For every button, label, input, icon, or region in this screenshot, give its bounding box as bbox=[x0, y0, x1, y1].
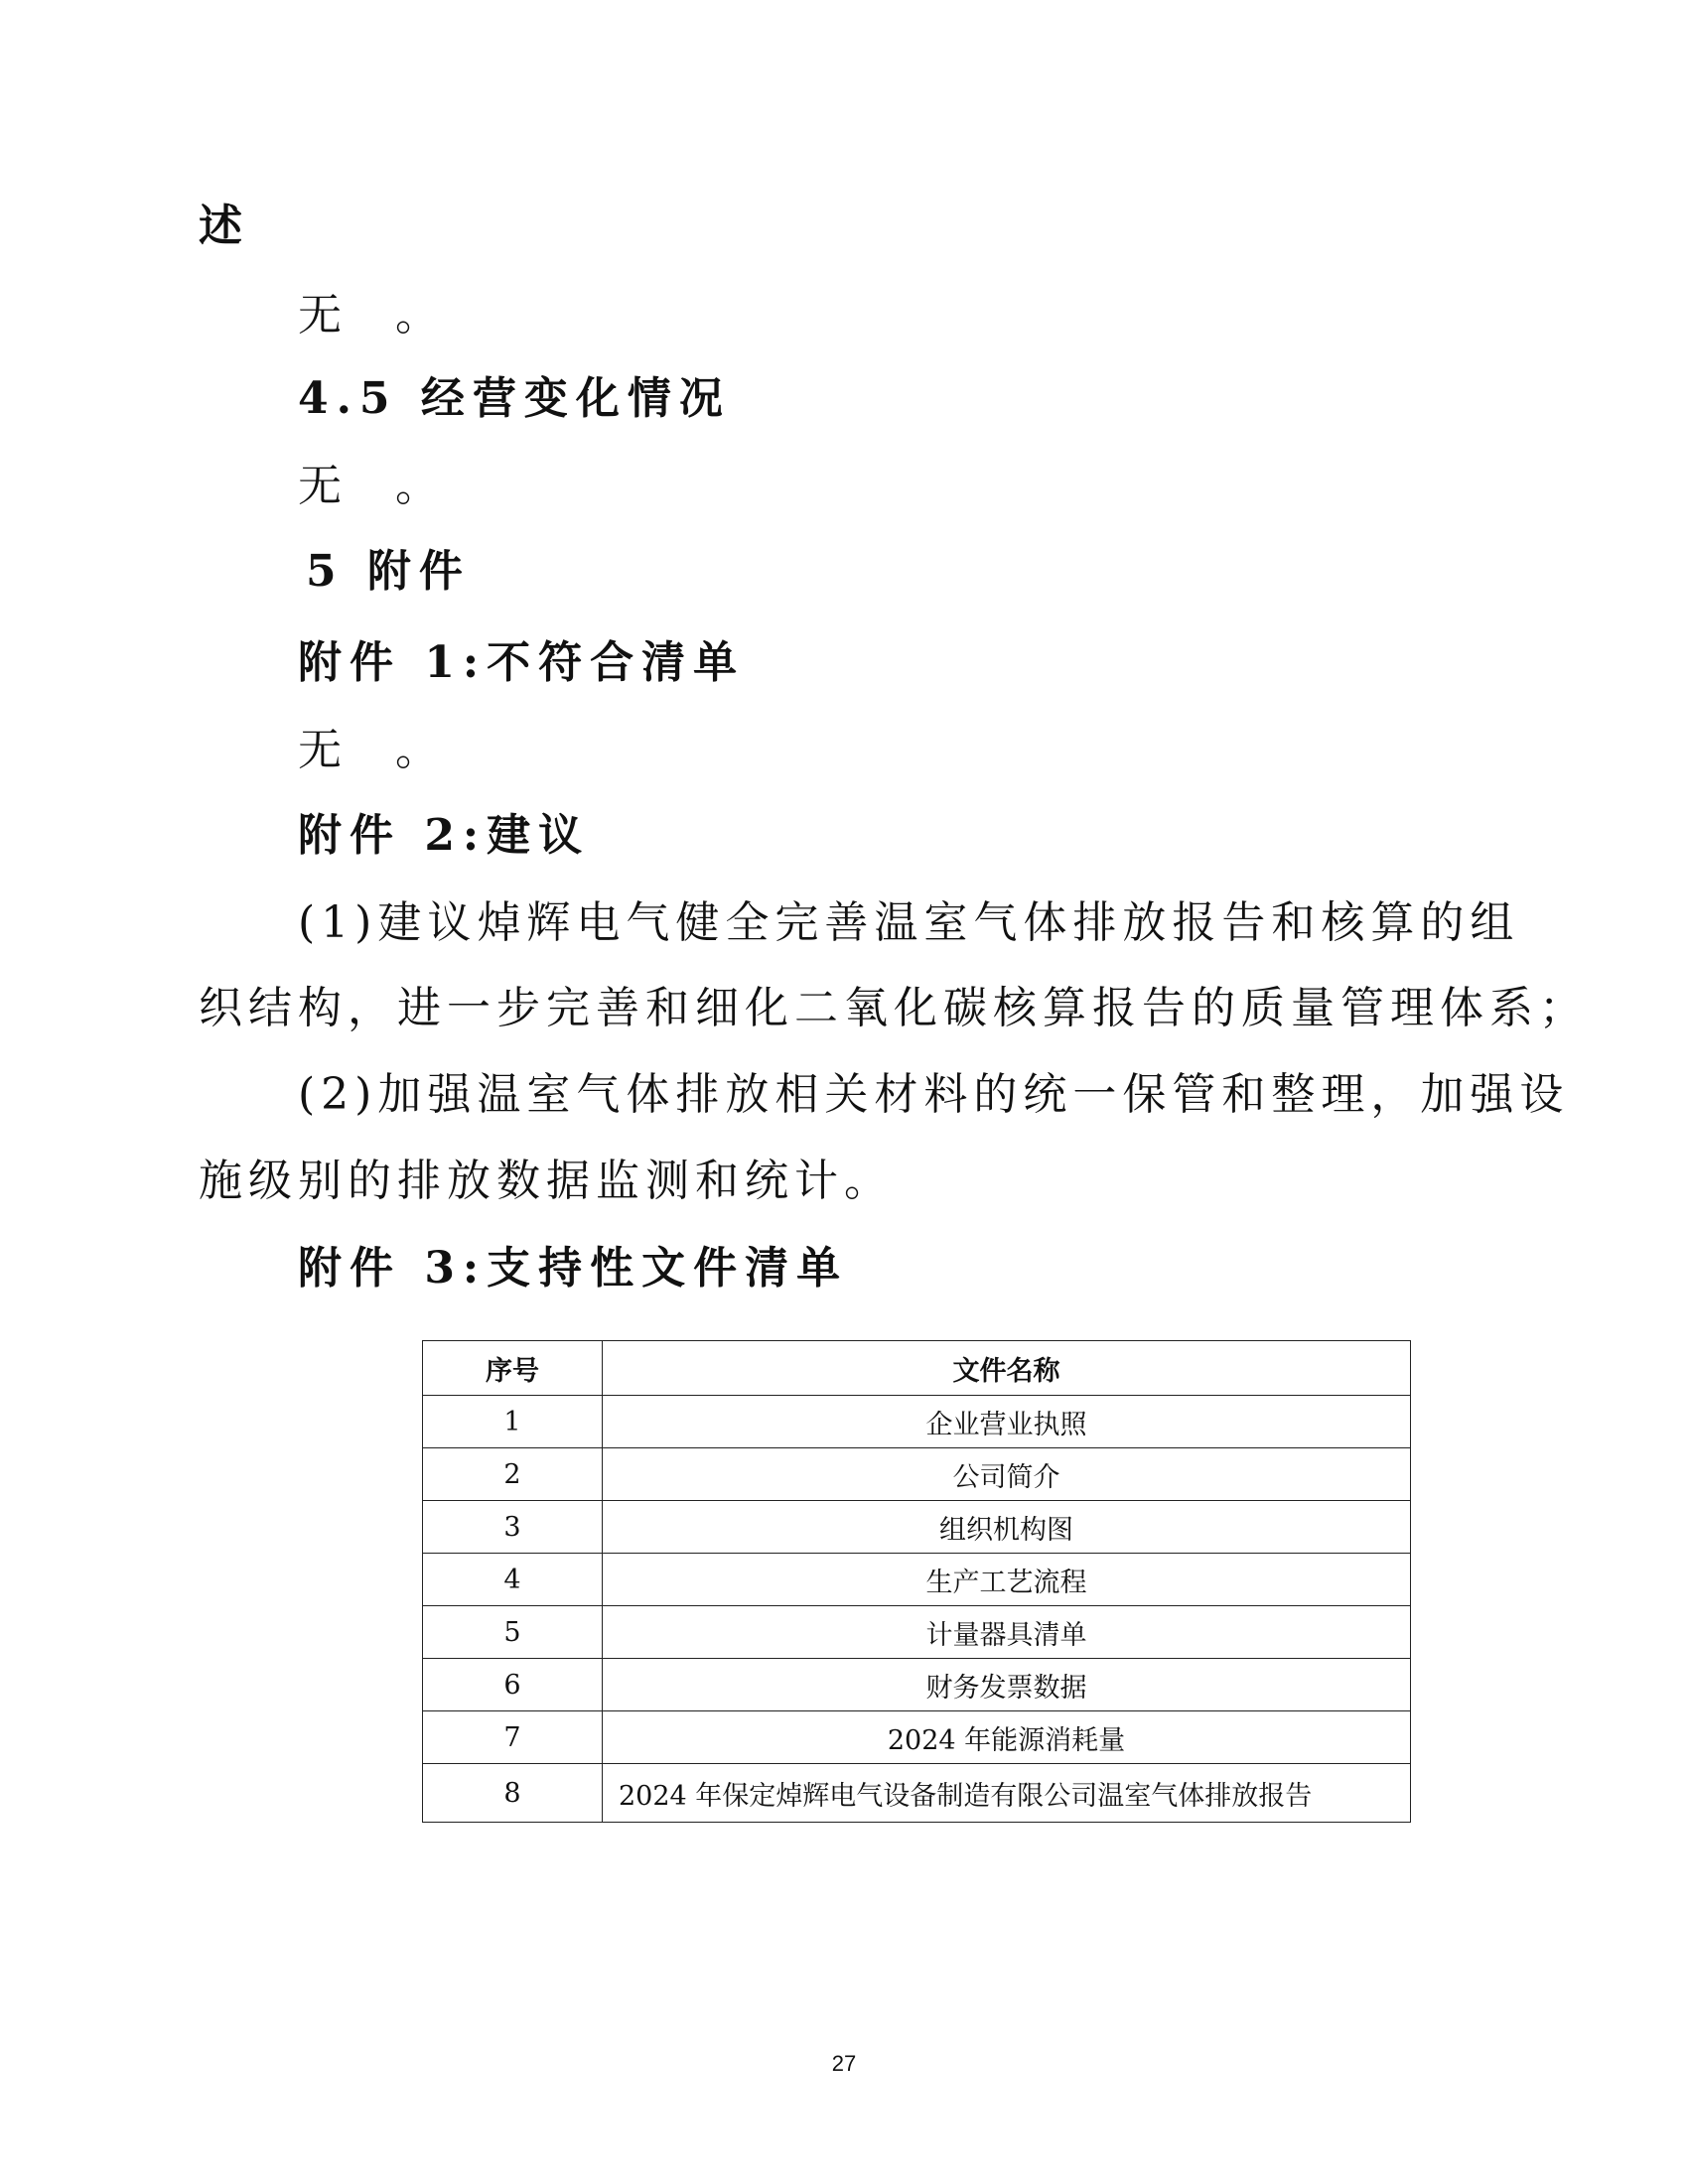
table-row bbox=[423, 1711, 1411, 1764]
supporting-documents-table bbox=[422, 1340, 1411, 1823]
cell-serial-number: 1 bbox=[423, 1396, 603, 1448]
cell-serial-number: 4 bbox=[423, 1554, 603, 1606]
table-row bbox=[423, 1501, 1411, 1554]
cell-document-name: 计量器具清单 bbox=[603, 1606, 1411, 1659]
cell-document-name: 组织机构图 bbox=[603, 1501, 1411, 1554]
table-row bbox=[423, 1396, 1411, 1448]
table-row bbox=[423, 1554, 1411, 1606]
table-row bbox=[423, 1659, 1411, 1711]
none-text: 无 。 bbox=[298, 290, 459, 341]
cell-serial-number: 3 bbox=[423, 1501, 603, 1554]
table-header-row bbox=[423, 1341, 1411, 1396]
suggestion-1-line-1: (1)建议焯辉电气健全完善温室气体排放报告和核算的组 bbox=[298, 897, 1520, 948]
cell-serial-number: 6 bbox=[423, 1659, 603, 1711]
table-row bbox=[423, 1764, 1411, 1823]
table-row bbox=[423, 1606, 1411, 1659]
continued-heading-tail: 述 bbox=[199, 201, 242, 251]
table-row bbox=[423, 1448, 1411, 1501]
attachment-3-title: 附件 3:支持性文件清单 bbox=[298, 1243, 849, 1294]
attachment-2-title: 附件 2:建议 bbox=[298, 810, 591, 861]
cell-document-name: 生产工艺流程 bbox=[603, 1554, 1411, 1606]
cell-document-name: 2024 年能源消耗量 bbox=[603, 1711, 1411, 1764]
cell-serial-number: 2 bbox=[423, 1448, 603, 1501]
suggestion-2-line-1: (2)加强温室气体排放相关材料的统一保管和整理，加强设 bbox=[298, 1069, 1570, 1120]
attachment-1-title: 附件 1:不符合清单 bbox=[298, 637, 746, 688]
cell-serial-number: 5 bbox=[423, 1606, 603, 1659]
cell-serial-number: 8 bbox=[423, 1764, 603, 1823]
cell-document-name: 企业营业执照 bbox=[603, 1396, 1411, 1448]
header-document-name: 文件名称 bbox=[603, 1341, 1411, 1396]
cell-serial-number: 7 bbox=[423, 1711, 603, 1764]
section-heading-5: 5 附件 bbox=[306, 546, 471, 597]
page-number: 27 bbox=[831, 2051, 857, 2076]
section-heading-4-5: 4.5 经营变化情况 bbox=[298, 373, 731, 424]
none-text: 无 。 bbox=[298, 461, 459, 511]
suggestion-2-line-2: 施级别的排放数据监测和统计。 bbox=[199, 1156, 894, 1206]
suggestion-1-line-2: 织结构，进一步完善和细化二氧化碳核算报告的质量管理体系； bbox=[199, 983, 1589, 1033]
cell-document-name: 财务发票数据 bbox=[603, 1659, 1411, 1711]
cell-document-name: 公司简介 bbox=[603, 1448, 1411, 1501]
none-text: 无 。 bbox=[298, 725, 459, 775]
cell-document-name: 2024 年保定焯辉电气设备制造有限公司温室气体排放报告 bbox=[603, 1764, 1411, 1823]
header-serial-number: 序号 bbox=[423, 1341, 603, 1396]
